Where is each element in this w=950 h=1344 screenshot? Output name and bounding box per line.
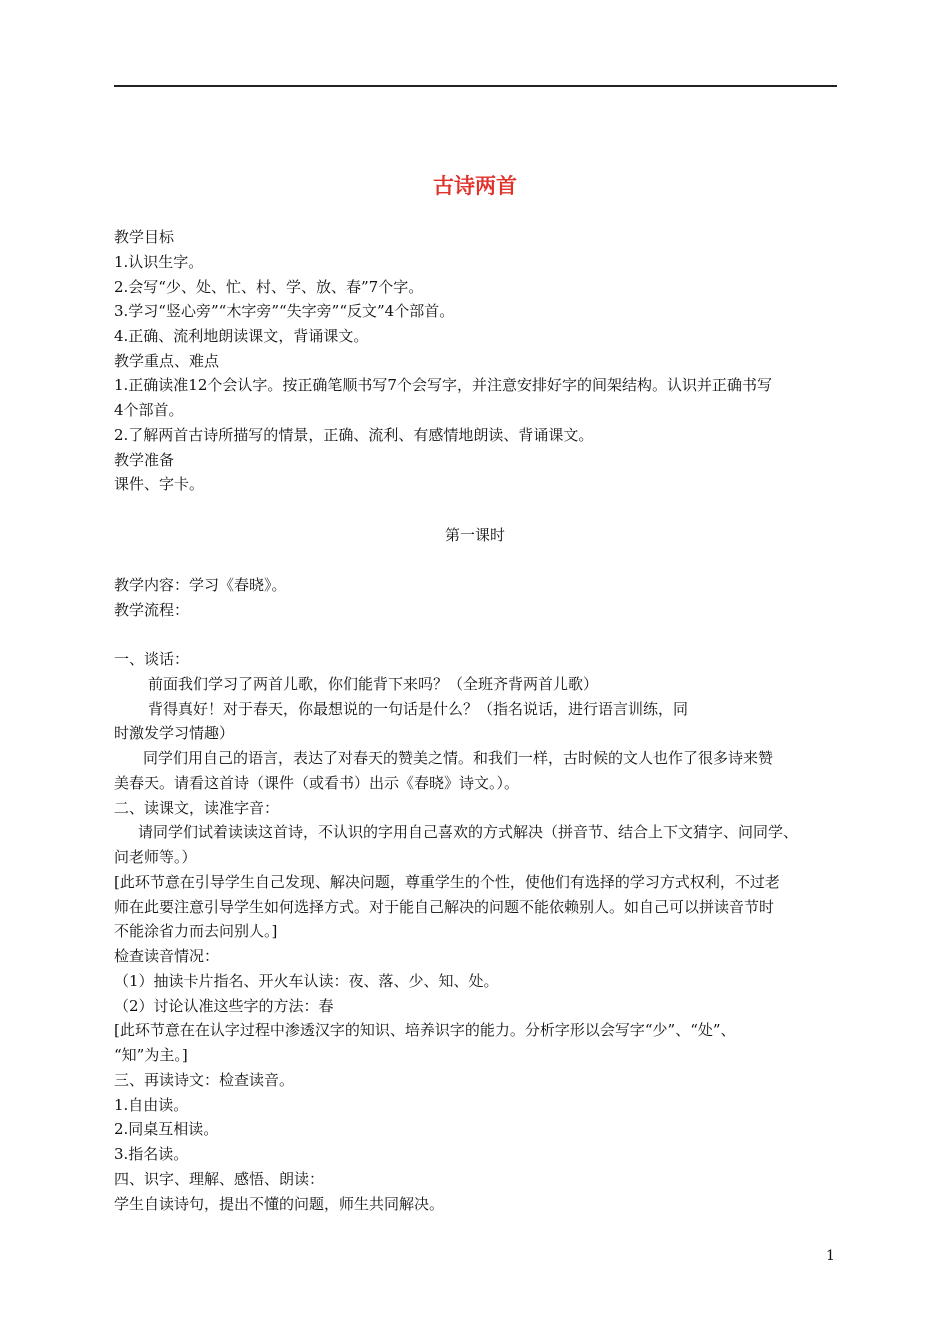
text-line: 美春天。请看这首诗（课件（或看书）出示《春晓》诗文。）。 — [114, 774, 520, 792]
section-heading-goals: 教学目标 — [114, 228, 175, 246]
text-line: 背得真好！对于春天，你最想说的一句话是什么？（指名说话，进行语言训练，同 — [148, 700, 689, 718]
text-line: （1）抽读卡片指名、开火车认读：夜、落、少、知、处。 — [114, 972, 499, 990]
text-line: 2.同桌互相读。 — [114, 1120, 219, 1138]
text-line: 前面我们学习了两首儿歌，你们能背下来吗？（全班齐背两首儿歌） — [148, 675, 599, 693]
text-line: [此环节意在引导学生自己发现、解决问题，尊重学生的个性，使他们有选择的学习方式权利，不过老 — [114, 873, 780, 891]
text-line: 1.认识生字。 — [114, 253, 204, 271]
section-heading-key-points: 教学重点、难点 — [114, 352, 220, 370]
text-line: 同学们用自己的语言，表达了对春天的赞美之情。和我们一样，古时候的文人也作了很多诗来赞 — [143, 749, 774, 767]
text-line: 检查读音情况： — [114, 947, 220, 965]
text-line: 2.会写“少、处、忙、村、学、放、春”7个字。 — [114, 278, 424, 296]
text-line: 师在此要注意引导学生如何选择方式。对于能自己解决的问题不能依赖别人。如自己可以拼读音节时 — [114, 898, 775, 916]
text-line: 学生自读诗句，提出不懂的问题，师生共同解决。 — [114, 1195, 445, 1213]
text-line: 4个部首。 — [114, 401, 184, 419]
text-line: 2.了解两首古诗所描写的情景，正确、流利、有感情地朗读、背诵课文。 — [114, 426, 594, 444]
section-heading-talk: 一、谈话： — [114, 650, 190, 668]
text-line: 课件、字卡。 — [114, 475, 205, 493]
text-line: [此环节意在在认字过程中渗透汉字的知识、培养识字的能力。分析字形以会写字“少”、“处”、 — [114, 1021, 736, 1039]
text-line: 不能涂省力而去问别人。] — [114, 922, 278, 940]
text-line: 问老师等。） — [114, 848, 197, 866]
text-line: 教学流程： — [114, 601, 190, 619]
header-rule — [114, 85, 837, 87]
text-line: 4.正确、流利地朗读课文，背诵课文。 — [114, 327, 369, 345]
text-line: 1.自由读。 — [114, 1096, 189, 1114]
lesson-heading: 第一课时 — [444, 526, 505, 544]
text-line: “知”为主。] — [114, 1046, 188, 1064]
text-line: 时激发学习情趣） — [114, 724, 235, 742]
text-line: （2）讨论认准这些字的方法：春 — [114, 997, 334, 1015]
section-heading-understand: 四、识字、理解、感悟、朗读： — [114, 1170, 325, 1188]
document-title: 古诗两首 — [433, 174, 517, 198]
text-line: 3.指名读。 — [114, 1145, 189, 1163]
text-line: 1.正确读准12个会认字。按正确笔顺书写7个会写字，并注意安排好字的间架结构。认识并正确书写 — [114, 376, 772, 394]
page-number: 1 — [826, 1248, 835, 1264]
section-heading-reread: 三、再读诗文：检查读音。 — [114, 1071, 295, 1089]
text-line: 教学内容：学习《春晓》。 — [114, 576, 287, 594]
text-line: 3.学习“竖心旁”“木字旁”“失字旁”“反文”4个部首。 — [114, 302, 455, 320]
text-line: 请同学们试着读读这首诗，不认识的字用自己喜欢的方式解决（拼音节、结合上下文猜字、问同学、 — [138, 823, 799, 841]
section-heading-preparation: 教学准备 — [114, 451, 175, 469]
section-heading-read: 二、读课文，读准字音： — [114, 799, 280, 817]
